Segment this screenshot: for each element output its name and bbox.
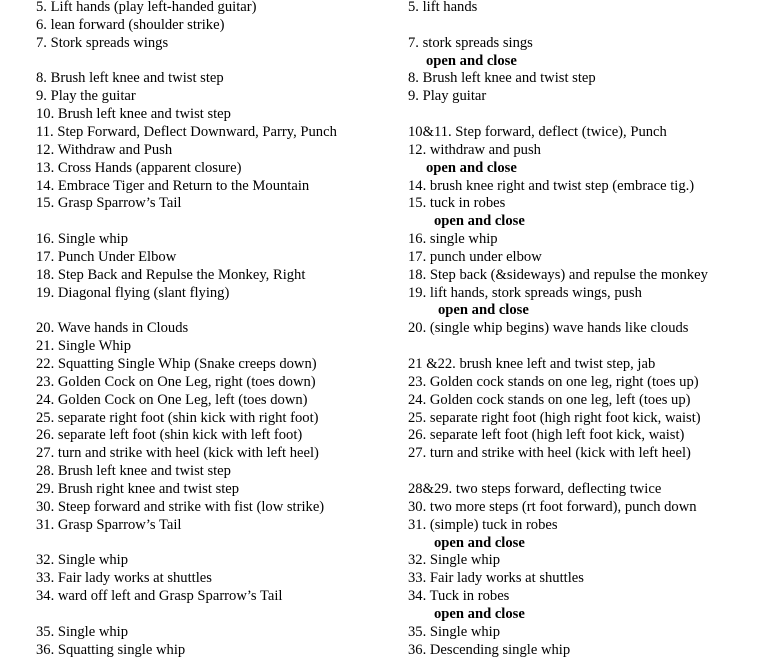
document-row	[0, 177, 770, 195]
document-row	[0, 248, 770, 266]
right-column-text: 5. lift hands	[408, 0, 478, 15]
document-row	[0, 319, 770, 337]
right-column-text: 28&29. two steps forward, deflecting twice	[408, 480, 662, 497]
left-column-text: 9. Play the guitar	[36, 88, 136, 105]
left-column-text: 5. Lift hands (play left-handed guitar)	[36, 0, 257, 15]
right-column-text: 23. Golden cock stands on one leg, right (toes up)	[408, 373, 699, 390]
left-column-text: 8. Brush left knee and twist step	[36, 70, 224, 87]
document-row	[0, 159, 770, 177]
left-column-text: 35. Single whip	[36, 623, 129, 640]
document-row	[0, 87, 770, 105]
left-column-text: 36. Squatting single whip	[36, 641, 186, 658]
right-column-text: 27. turn and strike with heel (kick with left heel)	[408, 445, 691, 462]
left-column-text: 11. Step Forward, Deflect Downward, Parry, Punch	[36, 123, 337, 140]
document-row	[0, 426, 770, 444]
left-column-text: 10. Brush left knee and twist step	[36, 106, 231, 123]
left-column-text: 22. Squatting Single Whip (Snake creeps down)	[36, 356, 317, 372]
left-column-text: 28. Brush left knee and twist step	[36, 463, 231, 480]
left-column-text: 20. Wave hands in Clouds	[36, 320, 189, 337]
right-column-text: 32. Single whip	[408, 552, 501, 569]
document-row	[0, 337, 770, 355]
right-column-text: 35. Single whip	[408, 623, 501, 640]
open-and-close-heading: open and close	[434, 213, 525, 230]
left-column-text: 15. Grasp Sparrow’s Tail	[36, 195, 182, 212]
document-row	[0, 284, 770, 302]
right-column-text: 17. punch under elbow	[408, 248, 542, 265]
right-column-text: 26. separate left foot (high left foot kick, waist)	[408, 427, 685, 444]
document-row	[0, 480, 770, 498]
right-column-text: 10&11. Step forward, deflect (twice), Punch	[408, 123, 667, 140]
right-column-text: 8. Brush left knee and twist step	[408, 70, 596, 87]
document-row	[0, 534, 770, 552]
document-row	[0, 462, 770, 480]
left-column-text: 32. Single whip	[36, 552, 129, 569]
document-row	[0, 69, 770, 87]
document-row	[0, 373, 770, 391]
right-column-text: 34. Tuck in robes	[408, 588, 510, 605]
right-column-text: 31. (simple) tuck in robes	[408, 516, 558, 533]
right-column-text: 33. Fair lady works at shuttles	[408, 570, 584, 587]
left-column-text: 21. Single Whip	[36, 338, 131, 355]
document-row	[0, 605, 770, 623]
left-column-text: 13. Cross Hands (apparent closure)	[36, 159, 242, 176]
left-column-text: 19. Diagonal flying (slant flying)	[36, 284, 230, 301]
left-column-text: 23. Golden Cock on One Leg, right (toes down)	[36, 373, 316, 390]
left-column-text: 29. Brush right knee and twist step	[36, 480, 240, 497]
left-column-text: 17. Punch Under Elbow	[36, 248, 177, 265]
document-row	[0, 409, 770, 427]
document-row	[0, 551, 770, 569]
left-column-text: 26. separate left foot (shin kick with left foot)	[36, 427, 303, 444]
right-column-text: 36. Descending single whip	[408, 641, 571, 658]
document-row	[0, 194, 770, 212]
document-row	[0, 355, 770, 373]
right-column-text: 19. lift hands, stork spreads wings, push	[408, 284, 642, 301]
document-row	[0, 569, 770, 587]
document-row	[0, 52, 770, 70]
document-row	[0, 623, 770, 641]
right-column-text: 20. (single whip begins) wave hands like clouds	[408, 320, 689, 337]
left-column-text: 6. lean forward (shoulder strike)	[36, 16, 225, 33]
left-column-text: 31. Grasp Sparrow’s Tail	[36, 516, 182, 533]
left-column-text: 33. Fair lady works at shuttles	[36, 570, 212, 587]
right-column-text: 14. brush knee right and twist step (embrace tig.)	[408, 177, 695, 194]
document-row	[0, 498, 770, 516]
document-row	[0, 301, 770, 319]
document-row	[0, 123, 770, 141]
right-column-text: 30. two more steps (rt foot forward), punch down	[408, 498, 697, 515]
document-row	[0, 641, 770, 659]
document-row	[0, 0, 770, 16]
left-column-text: 30. Steep forward and strike with fist (low strike)	[36, 498, 325, 515]
left-column-text: 12. Withdraw and Push	[36, 141, 173, 158]
document-row	[0, 444, 770, 462]
document-row	[0, 34, 770, 52]
open-and-close-heading: open and close	[434, 605, 525, 622]
document-row	[0, 266, 770, 284]
open-and-close-heading: open and close	[426, 52, 517, 69]
document-row	[0, 16, 770, 34]
left-column-text: 14. Embrace Tiger and Return to the Mountain	[36, 177, 310, 194]
open-and-close-heading: open and close	[426, 159, 517, 176]
right-column-text: 21 &22. brush knee left and twist step, jab	[408, 356, 656, 372]
left-column-text: 27. turn and strike with heel (kick with left heel)	[36, 445, 319, 462]
left-column-text: 24. Golden Cock on One Leg, left (toes down)	[36, 391, 308, 408]
right-column-text: 15. tuck in robes	[408, 195, 506, 212]
left-column-text: 16. Single whip	[36, 231, 129, 248]
right-column-text: 25. separate right foot (high right foot kick, waist)	[408, 409, 701, 426]
right-column-text: 16. single whip	[408, 231, 498, 248]
right-column-text: 9. Play guitar	[408, 88, 487, 105]
right-column-text: 18. Step back (&sideways) and repulse the monkey	[408, 266, 708, 283]
document-row	[0, 516, 770, 534]
document-row	[0, 141, 770, 159]
document-row	[0, 105, 770, 123]
document-row	[0, 230, 770, 248]
right-column-text: 7. stork spreads sings	[408, 34, 533, 51]
open-and-close-heading: open and close	[434, 534, 525, 551]
document-row	[0, 391, 770, 409]
left-column-text: 34. ward off left and Grasp Sparrow’s Tail	[36, 588, 283, 605]
right-column-text: 24. Golden cock stands on one leg, left (toes up)	[408, 391, 691, 408]
document-row	[0, 212, 770, 230]
left-column-text: 7. Stork spreads wings	[36, 34, 169, 51]
document-row	[0, 587, 770, 605]
open-and-close-heading: open and close	[438, 302, 529, 319]
right-column-text: 12. withdraw and push	[408, 141, 541, 158]
left-column-text: 25. separate right foot (shin kick with right foot)	[36, 409, 319, 426]
left-column-text: 18. Step Back and Repulse the Monkey, Right	[36, 266, 306, 283]
